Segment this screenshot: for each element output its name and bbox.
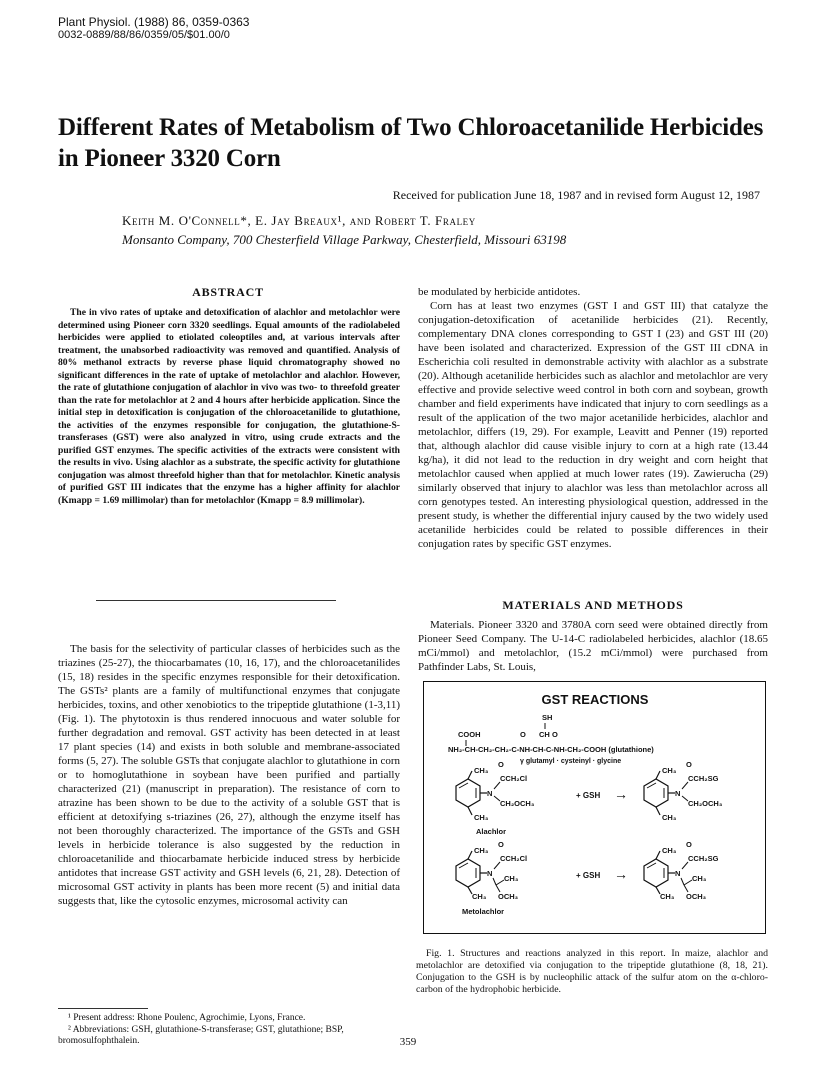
page-number: 359 [399, 1036, 417, 1048]
alachlor-reactant [456, 760, 535, 836]
metolachlor-keto-o: O [498, 840, 504, 849]
alachlor-keto-o: O [498, 760, 504, 769]
alachlor-chloroacetyl: CCH₂Cl [500, 774, 528, 783]
carboxyl-label: COOH [458, 730, 481, 739]
abstract-heading: ABSTRACT [192, 285, 264, 299]
product-methyl-bottom: CH₃ [662, 813, 677, 822]
product-keto-o: O [686, 760, 692, 769]
journal-citation [58, 16, 249, 42]
product-glutathionyl: CCH₂SG [688, 774, 719, 783]
mproduct-methoxy: OCH₃ [686, 892, 707, 901]
product-methoxymethyl: CH₂OCH₃ [688, 799, 723, 808]
authors: Keith M. O'Connell*, E. Jay Breaux¹, and Robert T. Fraley [122, 213, 476, 228]
section-divider [96, 600, 336, 601]
mproduct-glutathionyl: CCH₂SG [688, 854, 719, 863]
received-date: Received for publication June 18, 1987 and in revised form August 12, 1987 [392, 188, 760, 202]
alachlor-methoxymethyl: CH₂OCH₃ [500, 799, 535, 808]
methods-heading: MATERIALS AND METHODS [502, 598, 684, 612]
journal-line-2: 0032-0889/88/86/0359/05/$01.00/0 [58, 29, 230, 41]
metolachlor-reaction-arrow: → [614, 866, 628, 882]
mproduct-side-methyl: CH₃ [692, 874, 707, 883]
journal-line-1: Plant Physiol. (1988) 86, 0359-0363 [58, 15, 250, 29]
gst-reactions-diagram [424, 682, 767, 935]
alachlor-product [644, 760, 723, 822]
figure-heading: GST REACTIONS [541, 692, 649, 707]
mproduct-methyl-top: CH₃ [662, 846, 677, 855]
carbonyl-o-1: O [520, 730, 526, 739]
carbonyl-o-2: O [552, 730, 558, 739]
mproduct-keto-o: O [686, 840, 692, 849]
metolachlor-methyl-bottom: CH₃ [472, 892, 487, 901]
alachlor-label: Alachlor [476, 827, 507, 836]
article-title: Different Rates of Metabolism of Two Chloroacetanilide Herbicides in Pioneer 3320 Corn [58, 114, 764, 172]
metolachlor-product [644, 840, 719, 901]
metolachlor-methoxy: OCH₃ [498, 892, 519, 901]
intro-paragraph: The basis for the selectivity of particular classes of herbicides such as the triazines (25-27), the thiocarbamates (10, 16, 17), and the chloroacetanilides (15, 18) resides in the specific enzymes responsible for their detoxification. The GSTs² plants are a family of multifunctional enzymes that conjugate herbicides, toxins, and other xenobiotics to the tripeptide glutathione (1-3,11) (Fig. 1). The phytotoxin is thus rendered innocuous and water soluble for further degradation and removal. GST activity has been detected in at least 17 plant species (14) and exists in both soluble and membrane-associated forms (5, 27). The soluble GSTs that conjugate alachlor to glutathione in corn or to homoglutathione in soybean have been purified and partially characterized (21) (manuscript in preparation). The resistance of corn to atrazine has been shown to be due to the activity of a soluble GST that is efficient at detoxifying s-triazines (26, 27), although the enzyme itself has not been thoroughly characterized. The importance of the GSTs and GSH levels in herbicide tolerance is also suggested by the reduction in chloroacetanilide and thiocarbamate herbicide induced stress by herbicide antidotes that increase GST activity and GSH levels (6, 21, 28). Detection of microsomal GST activity in plants has been more recent (5) and initial data suggests that, like the cytosolic enzymes, microsomal activity can [58, 643, 400, 907]
product-nitrogen: N [675, 789, 681, 798]
right-paragraph: Corn has at least two enzymes (GST I and GST III) that catalyze the conjugation-detoxification of acetanilide herbicides (21). Recently, complementary DNA clones corresponding to GST I (23) and GST III (20) have been isolated and characterized. Expression of the GST III cDNA in Escherichia coli resulted in demonstrable activity with alachlor as a substrate (20). Although acetanilide herbicides such as alachlor and metolachlor are very effective and provide selective weed control in both corn and soybean, growth chamber and field experiments have indicated that injury to corn seedlings as a result of the application of the two major acetanilide herbicides, alachlor and metolachlor, differs (19, 29). For example, Leavitt and Penner (19) reported that, although alachlor did cause visible injury to corn at a high rate (13.44 kg/ha), it did not lead to the reduction in dry weight and corn height that metolachlor caused when applied at much lower rates (19). Zawierucha (29) similarly observed that injury to alachlor was less than metolachlor across all corn genotypes tested. An interesting physiological question, addressed in the present study, is whether the differential injury caused by the two widely used acetanilide herbicides could be related to possible differences in their conjugation rates by specific GST enzymes. [418, 300, 768, 550]
alachlor-reaction-arrow: → [614, 786, 628, 802]
abstract-text: The in vivo rates of uptake and detoxification of alachlor and metolachlor were determined using Pioneer corn 3320 seedlings. Equal amounts of the radiolabeled herbicides were applied to etiolated coleoptiles and, at various intervals after treatment, the unabsorbed radioactivity was removed and quantified. Analysis of 80% methanol extracts by reverse phase liquid chromatography showed no significant differences in the rate of uptake of metolachlor and alachlor. However, the rate of glutathione conjugation of alachlor in vivo was two- to threefold greater than the rate for metolachlor at 2 and 4 hours after herbicide application. Since the initial step in detoxification is conjugation of the chloroacetanilide to glutathione, the activities of the enzymes responsible for conjugation, the glutathione-S-transferases (GST) were also analyzed in vitro, using crude extracts and the purified GST enzymes. The specific activities of the extracts were consistent with the results in vivo. Using alachlor as a substrate, the specific activity for glutathione conjugation was almost threefold higher than that for metolachlor. Kinetic analysis of purified GST III indicates that the enzyme has a higher affinity for alachlor (Kmapp = 1.69 millimolar) than for metolachlor (Kmapp = 8.9 millimolar). [58, 307, 400, 506]
metolachlor-side-methyl: CH₃ [504, 874, 519, 883]
affiliation: Monsanto Company, 700 Chesterfield Village Parkway, Chesterfield, Missouri 63198 [122, 232, 567, 247]
metolachlor-reactant [456, 840, 527, 916]
metolachlor-label: Metolachlor [462, 907, 505, 916]
figure-1 [423, 681, 766, 934]
mproduct-methyl-bottom: CH₃ [660, 892, 675, 901]
product-methyl-top: CH₃ [662, 766, 677, 775]
footnote-divider [58, 1008, 148, 1009]
footnote-2: ² Abbreviations: GSH, glutathione-S-transferase; GST, glutathione; BSP, bromosulfophthalein. [58, 1024, 344, 1046]
continuation-text: be modulated by herbicide antidotes. [418, 286, 581, 298]
glutathione-chain: NH₂-CH-CH₂-CH₂-C-NH-CH-C-NH-CH₂-COOH (glutathione) [448, 745, 654, 754]
ch-label: CH [539, 730, 550, 739]
footnote-1: ¹ Present address: Rhone Poulenc, Agrochimie, Lyons, France. [68, 1013, 306, 1023]
figure-caption: Fig. 1. Structures and reactions analyzed in this report. In maize, alachlor and metolachlor are detoxified via conjugation to the tripeptide glutathione (8, 18, 21). Conjugation to the GSH is by nucleophilic attack of the sulfur atom on the α-chloro-carbon of the hydrophobic herbicide. [416, 948, 768, 995]
alachlor-methyl-bottom: CH₃ [474, 813, 489, 822]
thiol-label: SH [542, 713, 553, 722]
metolachlor-nitrogen: N [487, 869, 493, 878]
metolachlor-chloroacetyl: CCH₂Cl [500, 854, 528, 863]
alachlor-methyl-top: CH₃ [474, 766, 489, 775]
materials-paragraph: Materials. Pioneer 3320 and 3780A corn seed were obtained directly from Pioneer Seed Company. The U-14-C radiolabeled herbicides, alachlor (18.65 mCi/mmol) and metolachlor, (15.2 mCi/mmol) were purchased from Pathfinder Labs, St. Louis, [418, 619, 768, 673]
glutathione-parts: γ glutamyl · cysteinyl · glycine [520, 758, 622, 765]
alachlor-plus-gsh: + GSH [576, 791, 601, 800]
mproduct-nitrogen: N [675, 869, 681, 878]
right-column-text [418, 285, 768, 551]
alachlor-nitrogen: N [487, 789, 493, 798]
metolachlor-methyl-top: CH₃ [474, 846, 489, 855]
metolachlor-plus-gsh: + GSH [576, 871, 601, 880]
